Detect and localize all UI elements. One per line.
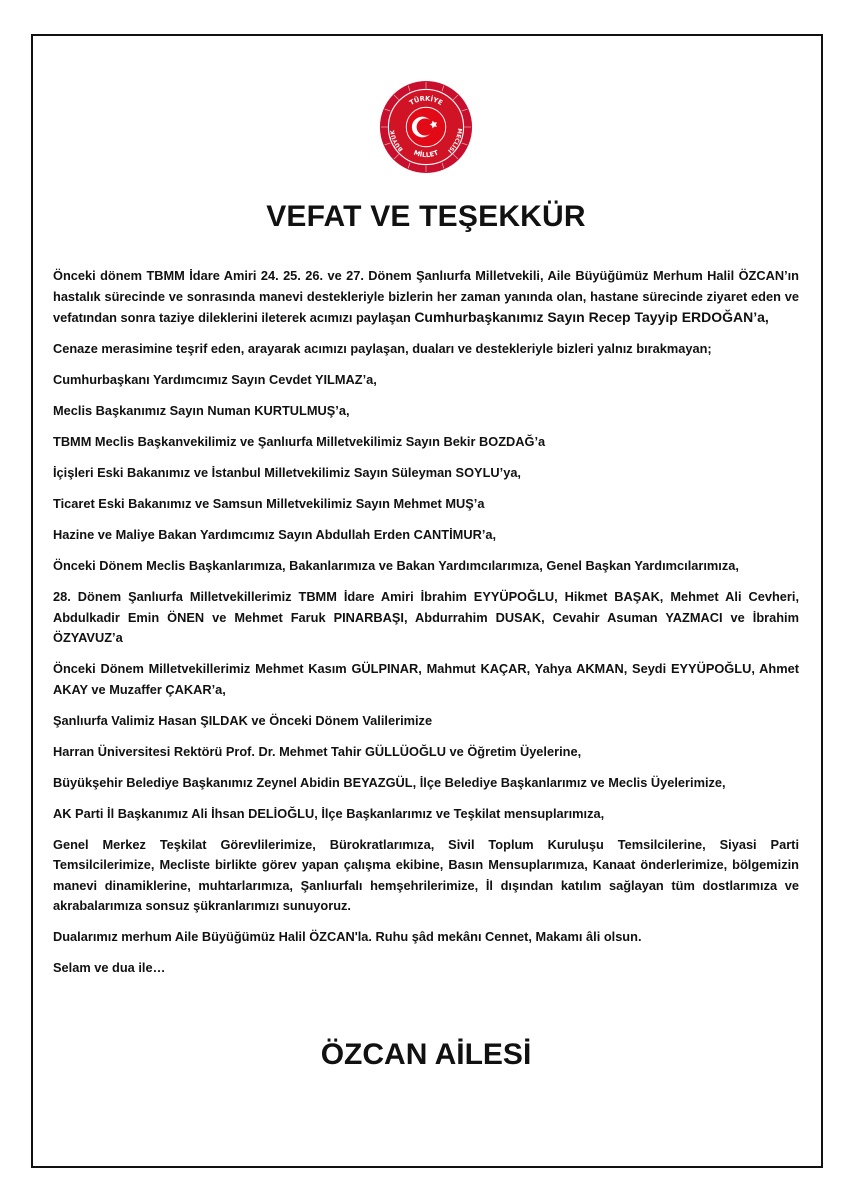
paragraph-line: TBMM Meclis Başkanvekilimiz ve Şanlıurfa Milletvekilimiz Sayın Bekir BOZDAĞ’a [53,434,546,449]
document-title: VEFAT VE TEŞEKKÜR [266,200,586,233]
intro-paragraph [53,266,799,329]
paragraph-line: Önceki Dönem Milletvekillerimiz Mehmet Kasım GÜLPINAR, Mahmut KAÇAR, Yahya AKMAN, Seydi EYYÜPOĞLU, Ahmet AKAY ve Muzaffer ÇAKAR’a, [53,661,799,697]
paragraph-line: Harran Üniversitesi Rektörü Prof. Dr. Mehmet Tahir GÜLLÜOĞLU ve Öğretim Üyelerine, [53,743,582,759]
paragraph-line: 28. Dönem Şanlıurfa Milletvekillerimiz TBMM İdare Amiri İbrahim EYYÜPOĞLU, Hikmet BAŞAK, Mehmet Ali Cevheri, Abdulkadir Emin ÖNEN ve Mehmet Faruk PINARBAŞI, Abdurrahim DUSAK, Cevahir Asuman YAZMACI ve İbrahim ÖZYAVUZ’a [53,589,799,645]
paragraph-line: İçişleri Eski Bakanımız ve İstanbul Milletvekilimiz Sayın Süleyman SOYLU’ya, [53,465,521,480]
paragraph-line: Büyükşehir Belediye Başkanımız Zeynel Abidin BEYAZGÜL, İlçe Belediye Başkanlarımız ve Meclis Üyelerimize, [53,774,726,790]
intro-emphasis: Cumhurbaşkanımız Sayın Recep Tayyip ERDOĞAN’a, [414,309,769,325]
paragraph-line: Önceki Dönem Meclis Başkanlarımıza, Bakanlarımıza ve Bakan Yardımcılarımıza, Genel Başkan Yardımcılarımıza, [53,558,739,573]
paragraph-line: Ticaret Eski Bakanımız ve Samsun Milletvekilimiz Sayın Mehmet MUŞ’a [53,496,485,511]
emblem-text-left: BÜYÜK [390,129,405,153]
closing-line: Selam ve dua ile… [53,960,166,975]
intro-text: Önceki dönem TBMM İdare Amiri 24. 25. 26. ve 27. Dönem Şanlıurfa Milletvekili, Aile Büyüğümüz Merhum Halil ÖZCAN’ın hastalık sürecinde ve sonrasında manevi destekleriyle bizlerin her zaman yanında olan, hastane sürecinde ziyaret eden ve vefatından sonra taziye dileklerini ileterek acımızı paylaşan [53,268,799,325]
paragraph-line: Meclis Başkanımız Sayın Numan KURTULMUŞ’a, [53,403,350,418]
letter-body [53,266,799,989]
paragraph-line: Genel Merkez Teşkilat Görevlilerimize, Bürokratlarımıza, Sivil Toplum Kuruluşu Temsilcilerine, Siyasi Parti Temsilcilerimize, Mecliste birlikte görev yapan çalışma ekibine, Basın Mensuplarımıza, Kanaat önderlerimize, bölgemizin manevi dinamiklerine, muhtarlarımıza, Şanlıurfalı hemşehrilerimize, İl dışından katılım sağlayan tüm dostlarımıza ve akrabalarımıza sonsuz şükranlarımızı sunuyoruz. [53,836,799,913]
emblem-text-right: MECLİSİ [446,127,463,154]
emblem-text-bottom: MİLLET [412,148,440,160]
paragraph-line: Hazine ve Maliye Bakan Yardımcımız Sayın Abdullah Erden CANTİMUR’a, [53,527,497,542]
emblem-text-top: TÜRKİYE [408,94,444,107]
signature: ÖZCAN AİLESİ [320,1038,532,1071]
paragraph-line: Cenaze merasimine teşrif eden, arayarak acımızı paylaşan, duaları ve destekleriyle bizleri yalnız bırakmayan; [53,341,712,356]
tbmm-emblem-icon [379,80,473,174]
paragraph-line: Cumhurbaşkanı Yardımcımız Sayın Cevdet YILMAZ’a, [53,372,377,387]
paragraph-line: Dualarımız merhum Aile Büyüğümüz Halil ÖZCAN'la. Ruhu şâd mekânı Cennet, Makamı âli olsun. [53,929,642,944]
paragraph-line: AK Parti İl Başkanımız Ali İhsan DELİOĞLU, İlçe Başkanlarımız ve Teşkilat mensuplarımıza, [53,805,605,821]
paragraph-line: Şanlıurfa Valimiz Hasan ŞILDAK ve Önceki Dönem Valilerimize [53,712,433,728]
